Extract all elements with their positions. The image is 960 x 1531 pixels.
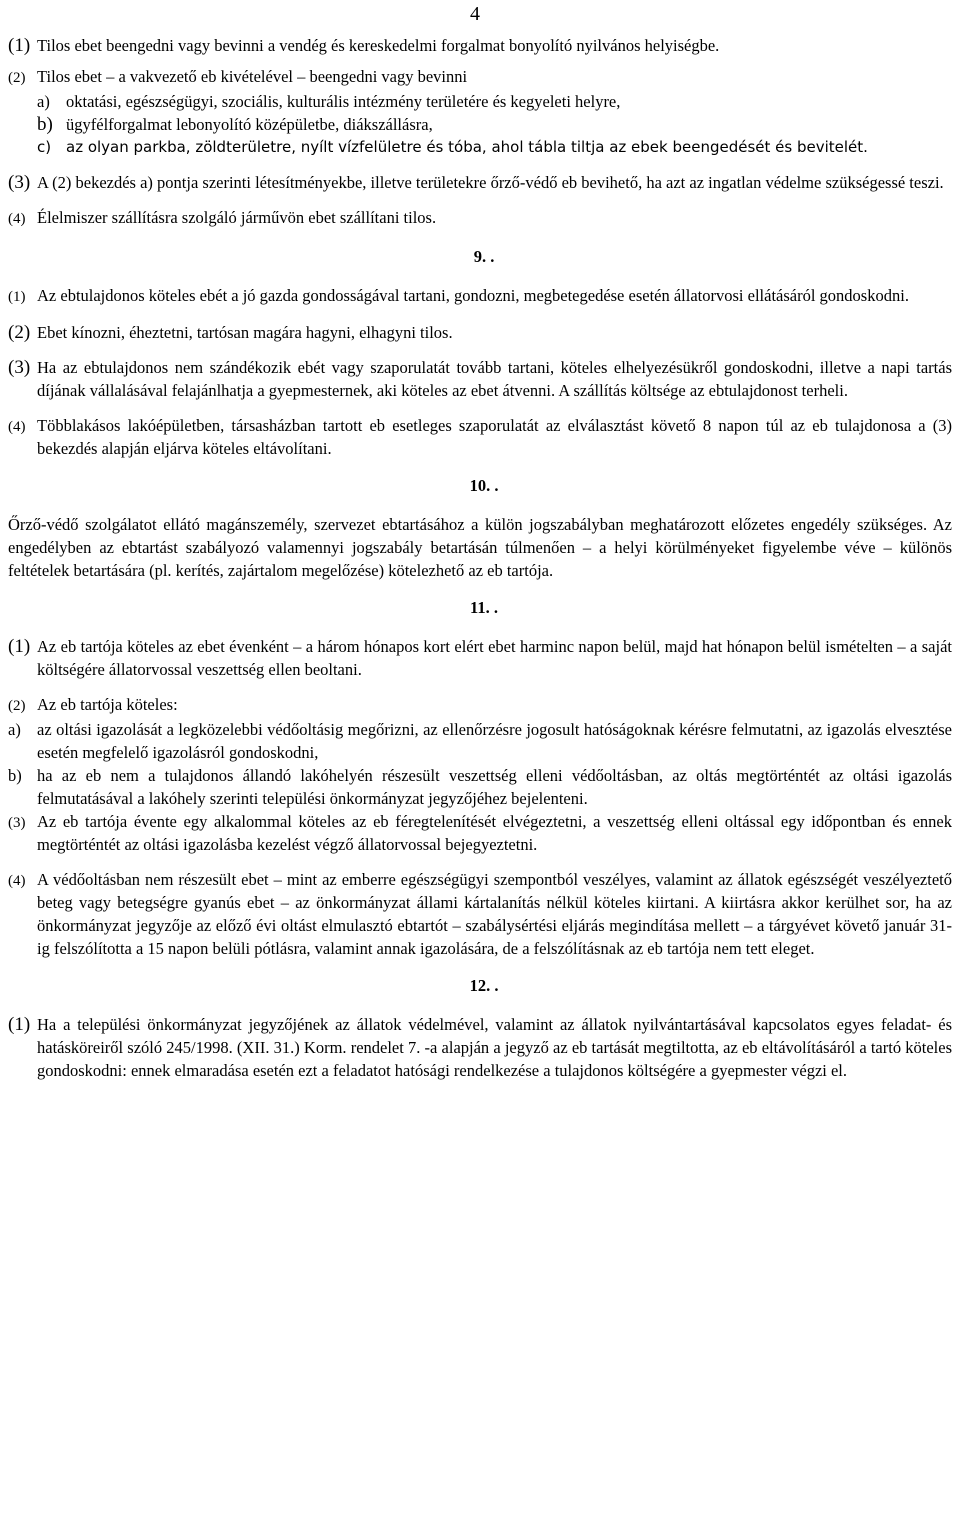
s8-p2-item-c	[37, 136, 952, 159]
item-label: a)	[8, 720, 21, 739]
paragraph-number: (4)	[8, 419, 26, 435]
s11-paragraph-4	[8, 868, 952, 960]
paragraph-text: Tilos ebet beengedni vagy bevinni a vendég és kereskedelmi forgalmat bonyolító nyilvános helyiségbe.	[37, 36, 720, 55]
item-label: b)	[37, 114, 53, 135]
s9-paragraph-1	[8, 284, 952, 309]
s12-paragraph-1	[8, 1013, 952, 1082]
section-heading-9: 9. .	[473, 247, 495, 266]
item-label: b)	[8, 766, 22, 785]
s8-p2-item-a	[37, 90, 952, 113]
section-heading-12: 12. .	[469, 976, 499, 995]
paragraph-number: (1)	[8, 289, 26, 305]
item-label: c)	[37, 138, 52, 156]
s11-paragraph-1	[8, 635, 952, 681]
s8-paragraph-4	[8, 206, 952, 231]
s8-paragraph-1	[8, 34, 952, 57]
paragraph-text: A (2) bekezdés a) pontja szerinti létesítményekbe, illetve területekre őrző-védő eb bevihető, ha azt az ingatlan védelme szükségessé teszi.	[37, 173, 944, 192]
paragraph-text: A védőoltásban nem részesült ebet – mint az emberre egészségügyi szempontból veszélyes, valamint az állatok egészségét veszélyeztető beteg vagy betegségre gyanús ebet – az önkormányzat állami kártalanítás nélkül köteles kiirtani. A kiirtásra akkor kerülhet sor, ha az önkormányzat jegyzője az előző évi oltást elmulasztó ebtartót – szabálysértési eljárás megindítása mellett – a tárgyévet követő január 31-ig felszólította a 15 napon belüli pótlásra, valamint annak igazolására, de a felszólításnak az eb tartója nem tett eleget.	[37, 870, 952, 958]
s9-paragraph-2	[8, 321, 952, 344]
paragraph-number: (4)	[8, 211, 26, 227]
paragraph-text: Ha a települési önkormányzat jegyzőjének az állatok védelmével, valamint az állatok nyilvántartásával kapcsolatos egyes feladat- és hatásköreiről szóló 245/1998. (XII. 31.) Korm. rendelet 7. -a alapján a jegyző az eb tartását megtiltotta, az eb eltávolításáról a tartó köteles gondoskodni: ennek elmaradása esetén ezt a feladatot hatósági rendelkezése a tulajdonos költségére a gyepmester végzi el.	[37, 1015, 952, 1080]
paragraph-text: Tilos ebet – a vakvezető eb kivételével – beengedni vagy bevinni	[37, 67, 468, 86]
s11-p2-item-b	[8, 764, 952, 810]
paragraph-number: (1)	[8, 35, 31, 56]
item-text: ügyfélforgalmat lebonyolító középületbe, diákszállásra,	[66, 115, 433, 134]
document-body	[8, 34, 952, 1094]
s9-paragraph-3	[8, 356, 952, 402]
s11-p2-item-a	[8, 718, 952, 764]
s9-paragraph-4	[8, 414, 952, 460]
item-label: a)	[37, 92, 50, 111]
paragraph-text: Őrző-védő szolgálatot ellátó magánszemély, szervezet ebtartásához a külön jogszabályban meghatározott előzetes engedély szükséges. Az engedélyben az ebtartást szabályozó valamennyi jogszabály betartásán túlmenően – a helyi körülményeket figyelembe véve – különös feltételek betartására (pl. kerítés, zajártalom megelőzése) kötelezhető az eb tartója.	[8, 515, 952, 580]
item-text: oktatási, egészségügyi, szociális, kulturális intézmény területére és kegyeleti helyre,	[66, 92, 621, 111]
paragraph-number: (3)	[8, 815, 26, 831]
paragraph-text: Az ebtulajdonos köteles ebét a jó gazda gondosságával tartani, gondozni, megbetegedése esetén állatorvosi ellátásáról gondoskodni.	[37, 286, 909, 305]
paragraph-text: Többlakásos lakóépületben, társasházban tartott eb esetleges szaporulatát az elválasztást követő 8 napon túl az eb tulajdonosa a (3) bekezdés alapján eljárva köteles eltávolítani.	[37, 416, 952, 458]
s10-paragraph	[8, 513, 952, 582]
paragraph-number: (2)	[8, 698, 26, 714]
paragraph-text: Az eb tartója köteles:	[37, 695, 178, 714]
paragraph-text: Ebet kínozni, éheztetni, tartósan magára hagyni, elhagyni tilos.	[37, 323, 453, 342]
s8-p2-item-b	[37, 113, 952, 136]
s11-paragraph-3	[8, 810, 952, 856]
paragraph-number: (4)	[8, 873, 26, 889]
paragraph-text: Élelmiszer szállításra szolgáló járművön ebet szállítani tilos.	[37, 208, 437, 227]
section-heading-11: 11. .	[470, 598, 498, 617]
s8-paragraph-2	[8, 65, 952, 90]
paragraph-number: (3)	[8, 357, 31, 378]
paragraph-text: Az eb tartója évente egy alkalommal köteles az eb féregtelenítését elvégeztetni, a veszettség elleni oltással egy időpontban és ennek megtörténtét az oltási igazolásba kezelést végző állatorvossal bejegyeztetni.	[37, 812, 952, 854]
item-text: az olyan parkba, zöldterületre, nyílt vízfelületre és tóba, ahol tábla tiltja az ebek beengedését és bevitelét.	[66, 138, 868, 156]
paragraph-number: (1)	[8, 636, 31, 657]
paragraph-text: Az eb tartója köteles az ebet évenként – a három hónapos kort elért ebet harminc napon belül, majd hat hónapon belül ismételten – a saját költségére állatorvossal veszettség ellen beoltani.	[37, 637, 952, 679]
paragraph-number: (2)	[8, 322, 31, 343]
item-text: az oltási igazolását a legközelebbi védőoltásig megőrizni, az ellenőrzésre jogosult hatóságoknak kérésre felmutatni, az igazolás elvesztése esetén megfelelő igazolásról gondoskodni,	[37, 720, 952, 762]
s11-paragraph-2	[8, 693, 952, 718]
s8-paragraph-3	[8, 171, 952, 194]
page-number: 4	[470, 3, 480, 25]
paragraph-text: Ha az ebtulajdonos nem szándékozik ebét vagy szaporulatát tovább tartani, köteles elhelyezésükről gondoskodni, illetve a napi tartás díjának vállalásával felajánlhatja a gyepmesternek, aki köteles az ebet átvenni. A szállítás költsége az ebtulajdonost terheli.	[37, 358, 952, 400]
paragraph-number: (1)	[8, 1014, 31, 1035]
section-heading-10: 10. .	[469, 476, 499, 495]
paragraph-number: (3)	[8, 172, 31, 193]
item-text: ha az eb nem a tulajdonos állandó lakóhelyén részesült veszettség elleni védőoltásban, az oltás megtörténtét az oltási igazolás felmutatásával a lakóhely szerinti települési önkormányzat jegyzőjéhez bejelenteni.	[37, 766, 952, 808]
paragraph-number: (2)	[8, 70, 26, 86]
